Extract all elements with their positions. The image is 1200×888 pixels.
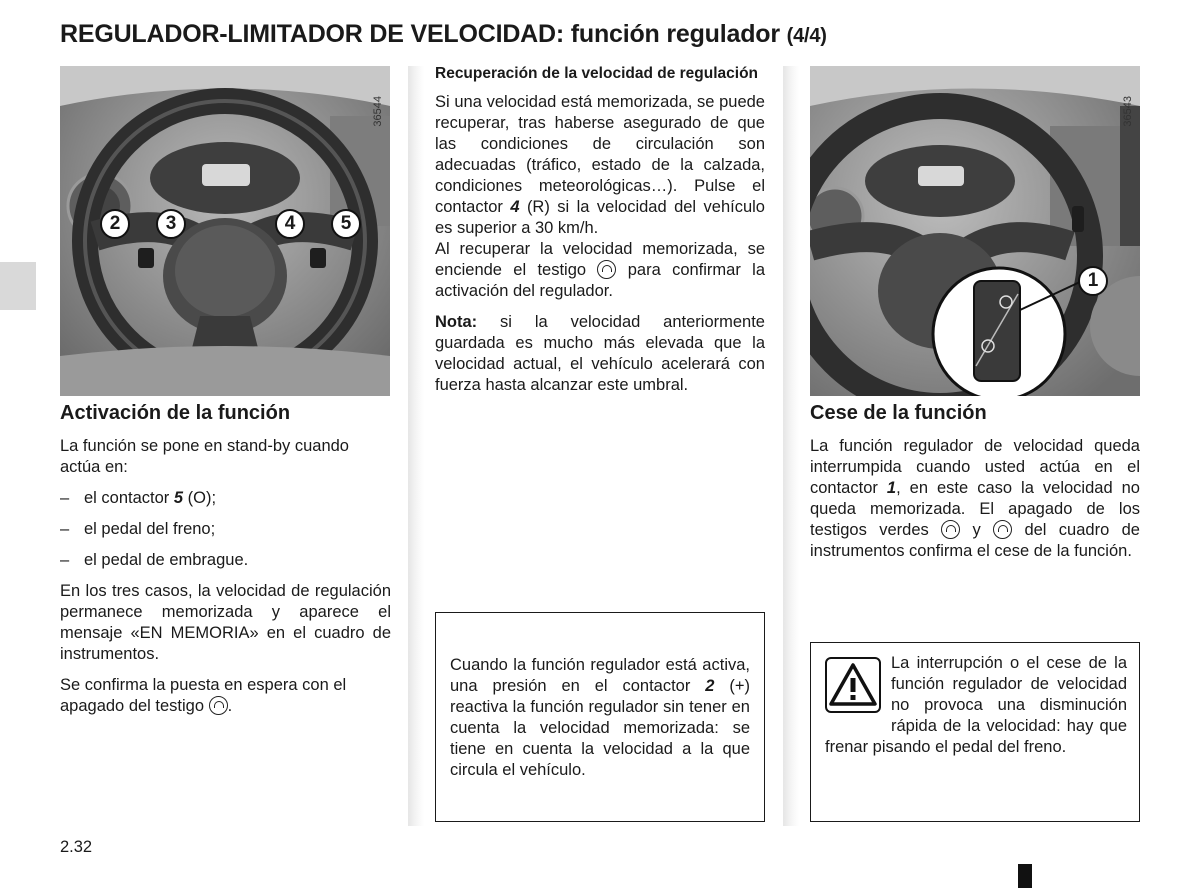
recovery-section — [435, 64, 765, 406]
recovery-indicator-paragraph: Al recuperar la velocidad memorizada, se enciende el testigo para confirmar la activación del regulador. — [435, 240, 765, 300]
activation-body — [60, 436, 391, 727]
column-divider — [783, 66, 799, 826]
section-tab — [0, 262, 36, 310]
speedometer-icon — [993, 520, 1012, 539]
cancellation-heading: Cese de la función — [810, 402, 987, 424]
note-paragraph: Nota: si la velocidad anteriormente guardada es mucho más elevada que la velocidad actual, el vehículo acelerará con fuerza hasta alcanzar este umbral. — [435, 313, 765, 394]
info-box — [435, 612, 765, 822]
recovery-heading: Recuperación de la velocidad de regulación — [435, 65, 759, 82]
speedometer-icon — [941, 520, 960, 539]
speedometer-icon — [209, 696, 228, 715]
activation-intro: La función se pone en stand-by cuando actúa en: — [60, 437, 349, 476]
memory-paragraph: En los tres casos, la velocidad de regulación permanece memorizada y aparece el mensaje «EN MEMORIA» en el cuadro de instrumentos. — [60, 582, 391, 663]
info-box-text: Cuando la función regulador está activa, una presión en el contactor 2 (+) reactiva la función regulador sin tener en cuenta la velocidad memorizada: se tiene en cuenta la velocidad a la que circula el vehículo. — [450, 656, 750, 779]
activation-heading: Activación de la función — [60, 402, 291, 424]
page-edge-mark — [1018, 864, 1032, 888]
list-item: – el pedal de embrague. — [60, 551, 249, 569]
page-number: 2.32 — [60, 838, 93, 856]
list-item: – el contactor 5 (O); — [60, 489, 217, 507]
standby-paragraph: Se confirma la puesta en espera con el apagado del testigo . — [60, 676, 347, 715]
callout-5: 5 — [331, 209, 361, 239]
speedometer-icon — [597, 260, 616, 279]
steering-wheel-stalk-photo — [810, 66, 1140, 396]
page-title — [60, 20, 827, 49]
callout-4: 4 — [275, 209, 305, 239]
callout-3: 3 — [156, 209, 186, 239]
page-title-text: REGULADOR-LIMITADOR DE VELOCIDAD: función regulador — [60, 20, 780, 48]
cancellation-paragraph: La función regulador de velocidad queda interrumpida cuando usted actúa en el contactor 1, en este caso la velocidad no queda memorizada. El apagado de los testigos verdes y del cuadro de instrumentos confirma el cese de la función. — [810, 437, 1140, 560]
recovery-paragraph: Si una velocidad está memorizada, se puede recuperar, tras haberse asegurado de que las condiciones de circulación son adecuadas (tráfico, estado de la calzada, condiciones meteorológicas…). Pulse el contactor 4 (R) si la velocidad del vehículo es superior a 30 km/h. — [435, 93, 765, 237]
page-title-suffix: (4/4) — [786, 25, 827, 47]
warning-text: La interrupción o el cese de la función regulador de velocidad no provoca una disminución rápida de la velocidad: hay que frenar pisando el pedal del freno. — [825, 654, 1127, 756]
callout-2: 2 — [100, 209, 130, 239]
image-code: 36544 — [372, 96, 384, 127]
callout-1: 1 — [1078, 266, 1108, 296]
image-code: 36543 — [1122, 96, 1134, 127]
list-item: – el pedal del freno; — [60, 520, 216, 538]
column-divider — [408, 66, 424, 826]
warning-box — [810, 642, 1140, 822]
